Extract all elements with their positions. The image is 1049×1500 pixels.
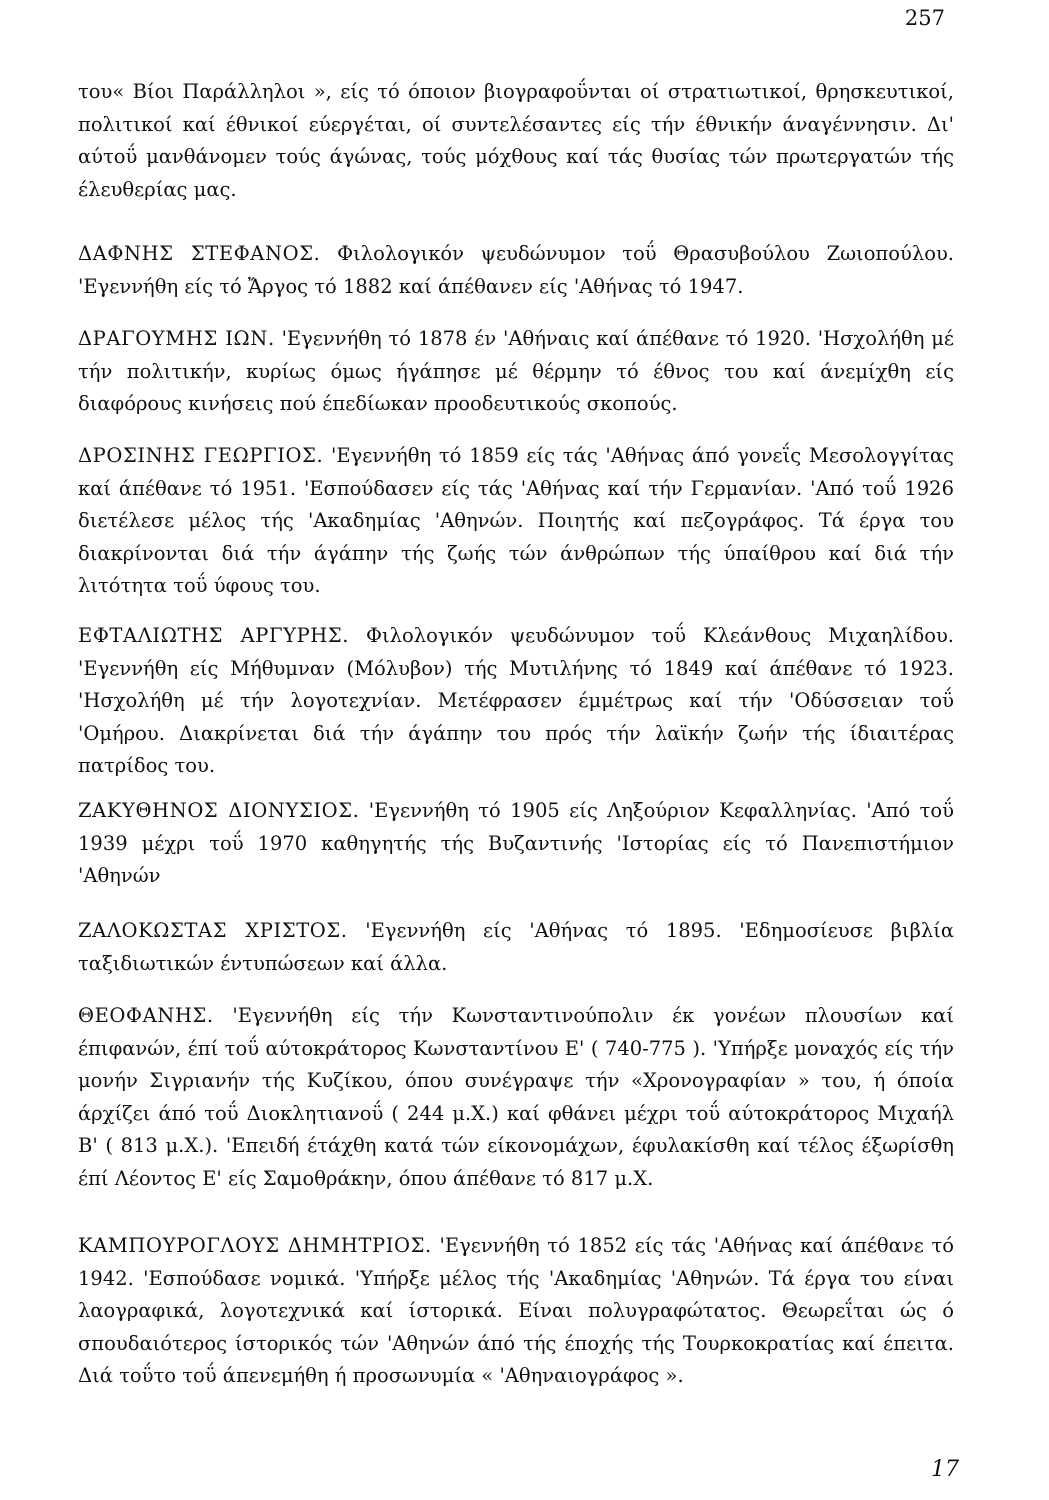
- entry-name: ΕΦΤΑΛΙΩΤΗΣ ΑΡΓΥΡΗΣ.: [78, 624, 350, 647]
- entry-dafnis: [78, 238, 954, 303]
- entry-text: 'Εγεννήθη τό 1878 έν 'Αθήναις καί άπέθανε τό 1920. 'Ησχολήθη μέ τήν πολιτικήν, κυρίως όμως ήγάπησε μέ θέρμην τό έθνος του καί άνεμίχθη είς διαφόρους κινήσεις πού έπεδίωκαν προοδευτικούς σκοπούς.: [78, 327, 954, 415]
- entry-kampouroglous: [78, 1230, 954, 1393]
- entry-name: ΖΑΚΥΘΗΝΟΣ ΔΙΟΝΥΣΙΟΣ.: [78, 799, 360, 822]
- page-body: [78, 76, 954, 206]
- entry-theofanis: [78, 1000, 954, 1195]
- entry-text: 'Εγεννήθη είς 'Αθήνας τό 1895. 'Εδημοσίευσε βιβλία ταξιδιωτικών έντυπώσεων καί άλλα.: [78, 919, 955, 975]
- entry-name: ΖΑΛΟΚΩΣΤΑΣ ΧΡΙΣΤΟΣ.: [78, 919, 348, 942]
- signature-mark: 17: [931, 1457, 959, 1482]
- entry-text: Φιλολογικόν ψευδώνυμον τοΰ Κλεάνθους Μιχαηλίδου. 'Εγεννήθη είς Μήθυμναν (Μόλυβον) τής Μυτιλήνης τό 1849 καί άπέθανε τό 1923. 'Ησχολήθη μέ τήν λογοτεχνίαν. Μετέφρασεν έμμέτρως καί τήν 'Οδύσσειαν τοΰ 'Ομήρου. Διακρίνεται διά τήν άγάπην του πρός τήν λαϊκήν ζωήν τής ίδιαιτέρας πατρίδος του.: [78, 624, 954, 777]
- entry-drosinis: [78, 440, 954, 603]
- entry-name: ΔΑΦΝΗΣ ΣΤΕΦΑΝΟΣ.: [78, 242, 321, 265]
- entry-name: ΔΡΑΓΟΥΜΗΣ ΙΩΝ.: [78, 327, 275, 350]
- entry-text: 'Εγεννήθη τό 1905 είς Ληξούριον Κεφαλληνίας. 'Από τοΰ 1939 μέχρι τοΰ 1970 καθηγητής τής Βυζαντινής 'Ιστορίας είς τό Πανεπιστήμιον 'Αθηνών: [78, 799, 954, 887]
- entry-name: ΔΡΟΣΙΝΗΣ ΓΕΩΡΓΙΟΣ.: [78, 444, 324, 467]
- entry-zakythinos: [78, 795, 954, 893]
- entry-text: 'Εγεννήθη τό 1852 είς τάς 'Αθήνας καί άπέθανε τό 1942. 'Εσπούδασε νομικά. 'Υπήρξε μέλος τής 'Ακαδημίας 'Αθηνών. Τά έργα του είναι λαογραφικά, λογοτεχνικά καί ίστορικά. Είναι πολυγραφώτατος. Θεωρεΐται ώς ό σπουδαιότερος ίστορικός τών 'Αθηνών άπό τής έποχής τής Τουρκοκρατίας καί έπειτα. Διά τοΰτο τοΰ άπενεμήθη ή προσωνυμία « 'Αθηναιογράφος ».: [78, 1234, 955, 1387]
- entry-text: 'Εγεννήθη τό 1859 είς τάς 'Αθήνας άπό γονεΐς Μεσολογγίτας καί άπέθανε τό 1951. 'Εσπούδασεν είς τάς 'Αθήνας καί τήν Γερμανίαν. 'Από τοΰ 1926 διετέλεσε μέλος τής 'Ακαδημίας 'Αθηνών. Ποιητής καί πεζογράφος. Τά έργα του διακρίνονται διά τήν άγάπην τής ζωής τών άνθρώπων τής ύπαίθρου καί διά τήν λιτότητα τοΰ ύφους του.: [78, 444, 954, 597]
- intro-paragraph: του« Βίοι Παράλληλοι », είς τό όποιον βιογραφοΰνται οί στρατιωτικοί, θρησκευτικοί, πολιτικοί καί έθνικοί εύεργέται, οί συντελέσαντες είς τήν έθνικήν άναγέννησιν. Δι' αύτοΰ μανθάνομεν τούς άγώνας, τούς μόχθους καί τάς θυσίας τών πρωτεργατών τής έλευθερίας μας.: [78, 80, 954, 201]
- entry-name: ΚΑΜΠΟΥΡΟΓΛΟΥΣ ΔΗΜΗΤΡΙΟΣ.: [78, 1234, 432, 1257]
- entry-eftaliotis: [78, 620, 954, 783]
- entry-zalokostas: [78, 915, 954, 980]
- entry-text: 'Εγεννήθη είς τήν Κωνσταντινούπολιν έκ γονέων πλουσίων καί έπιφανών, έπί τοΰ αύτοκράτορος Κωνσταντίνου Ε' ( 740-775 ). 'Υπήρξε μοναχός είς τήν μονήν Σιγριανήν τής Κυζίκου, όπου συνέγραψε τήν «Χρονογραφίαν » του, ή όποία άρχίζει άπό τοΰ Διοκλητιανοΰ ( 244 μ.Χ.) καί φθάνει μέχρι τοΰ αύτοκράτορος Μιχαήλ Β' ( 813 μ.Χ.). 'Επειδή έτάχθη κατά τών είκονομάχων, έφυλακίσθη καί τέλος έξωρίσθη έπί Λέοντος Ε' είς Σαμοθράκην, όπου άπέθανε τό 817 μ.Χ.: [78, 1004, 954, 1190]
- entry-dragoumis: [78, 323, 954, 421]
- entry-name: ΘΕΟΦΑΝΗΣ.: [78, 1004, 214, 1027]
- page-number: 257: [904, 6, 945, 30]
- entry-text: Φιλολογικόν ψευδώνυμον τοΰ Θρασυβούλου Ζωιοπούλου. 'Εγεννήθη είς τό Ἄργος τό 1882 καί άπέθανεν είς 'Αθήνας τό 1947.: [78, 242, 954, 298]
